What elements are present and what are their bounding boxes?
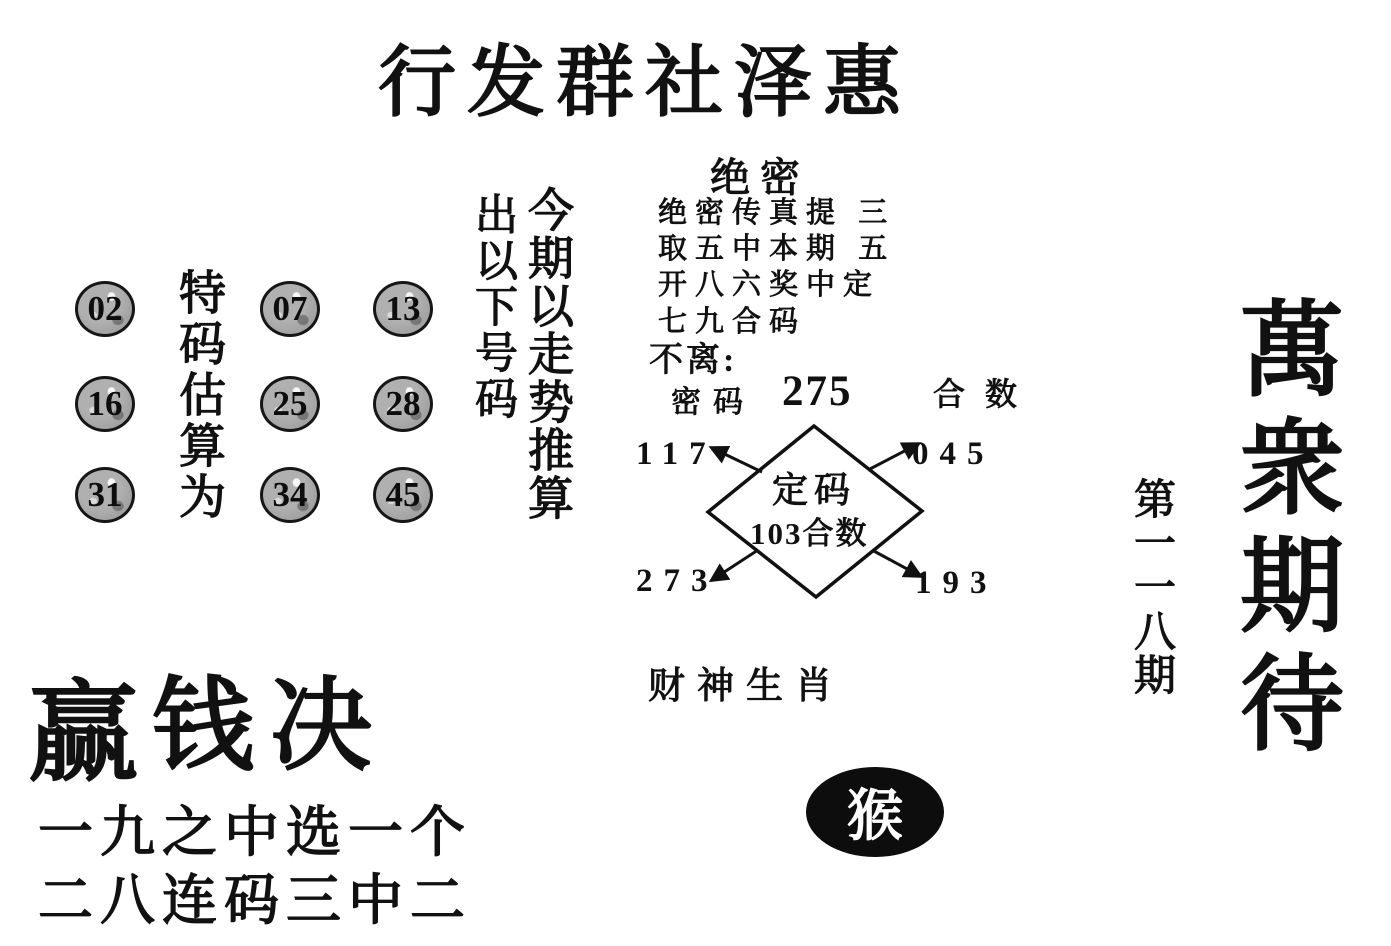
sum-label: 合数 — [933, 376, 1038, 412]
wealth-god-zodiac-label: 财神生肖 — [648, 666, 844, 707]
corner-number-top-left: 117 — [636, 436, 717, 472]
zodiac-oval-badge — [806, 767, 944, 857]
arrow-top-right — [868, 444, 918, 470]
corner-number-bottom-right: 193 — [915, 565, 998, 601]
secret-heading: 绝密 — [710, 155, 810, 200]
slogan-calligraphy: 萬衆期待 — [1224, 295, 1339, 767]
trend-note-column-right: 今期以走势推算 — [522, 186, 573, 522]
arrow-bottom-right — [872, 550, 920, 576]
corner-number-top-right: 045 — [912, 436, 995, 472]
arrow-bottom-left — [712, 550, 758, 580]
lottery-ball: 02 — [75, 281, 135, 337]
zodiac-animal: 猴 — [847, 784, 903, 847]
secret-line-2: 取五中本期 五 — [658, 233, 896, 265]
tip-line-1: 一九之中选一个 — [38, 802, 473, 863]
secret-code-label: 密码 — [671, 386, 755, 419]
arrow-top-left — [712, 448, 762, 472]
tip-line-2: 二八连码三中二 — [38, 870, 473, 931]
lottery-ball: 07 — [260, 281, 320, 337]
issue-number: 第一一八期 — [1128, 477, 1174, 697]
secret-code-value: 275 — [782, 368, 853, 415]
not-leave-label: 不离: — [649, 342, 738, 379]
lottery-ball: 28 — [373, 376, 433, 432]
trend-note-column-left: 出以下号码 — [469, 192, 516, 422]
secret-line-3: 开八六奖中定 — [658, 269, 881, 301]
lottery-ball: 34 — [260, 467, 320, 523]
secret-line-1: 绝密传真提 三 — [658, 197, 896, 229]
lottery-ball: 45 — [373, 467, 433, 523]
lottery-ball: 16 — [75, 376, 135, 432]
win-character: 赢 — [28, 673, 138, 795]
lottery-ball: 25 — [260, 376, 320, 432]
corner-number-bottom-left: 273 — [636, 563, 719, 599]
fixed-code-label: 定码 — [772, 470, 857, 510]
fixed-code-value: 103合数 — [750, 516, 869, 551]
lottery-ball: 13 — [373, 281, 433, 337]
secret-line-4: 七九合码 — [658, 306, 807, 338]
masthead-title: 行发群社泽惠 — [378, 39, 913, 126]
special-code-label: 特码估算为 — [172, 268, 224, 523]
lottery-ball: 31 — [75, 467, 135, 523]
win-rest-characters: 钱决 — [152, 671, 388, 784]
win-money-headline — [28, 645, 388, 803]
